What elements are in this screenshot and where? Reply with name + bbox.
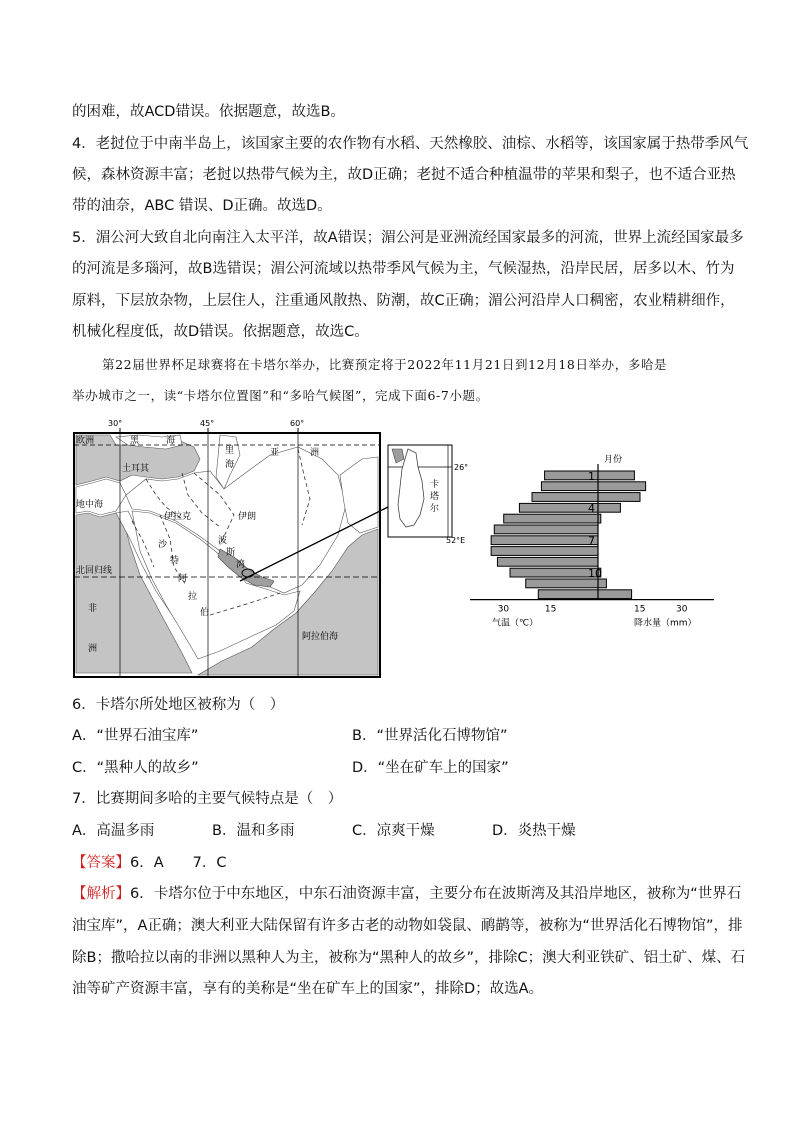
temp-bar-5 xyxy=(504,514,598,523)
month-tick-4: 4 xyxy=(588,502,595,516)
label-saudi-1: 沙 xyxy=(158,540,168,550)
lon-label-45: 45° xyxy=(200,419,215,428)
label-saudi-2: 特 xyxy=(170,556,180,566)
temp-bar-6 xyxy=(494,525,598,534)
temp-bar-7 xyxy=(491,536,598,545)
intro-line-2: 举办城市之一，读“卡塔尔位置图”和“多哈气候图”，完成下面6-7小题。 xyxy=(72,388,489,403)
temp-bar-12 xyxy=(538,590,598,599)
question-6: 6．卡塔尔所处地区被称为（ ） xyxy=(72,697,285,713)
analysis-line-2: 油宝库”，A正确；澳大利亚大陆保留有许多古老的动物如袋鼠、鸸鹋等，被称为“世界活化石博物馆”，排 xyxy=(72,918,743,934)
label-africa-2: 洲 xyxy=(88,644,98,654)
answer-label: 【答案】 xyxy=(72,855,130,871)
inset-lat: 26° xyxy=(454,463,469,472)
label-black-sea-1: 黑 xyxy=(130,436,140,446)
precip-axis-label: 降水量（mm） xyxy=(634,618,697,629)
paragraph-3-tail: 的困难，故ACD错误。依据题意，故选B。 xyxy=(72,104,345,120)
answer-text: 6．A 7．C xyxy=(130,855,227,871)
q6-option-d: D．“坐在矿车上的国家” xyxy=(352,760,509,776)
lon-label-60: 60° xyxy=(290,419,305,428)
paragraph-5-line-1: 5．湄公河大致自北向南注入太平洋，故A错误；湄公河是亚洲流经国家最多的河流，世界上流经国家最多 xyxy=(72,230,744,246)
month-tick-1: 1 xyxy=(588,469,595,483)
lon-label-30: 30° xyxy=(108,419,123,428)
temp-tick-15: 15 xyxy=(544,604,557,615)
paragraph-5-line-4: 机械化程度低，故D错误。依据题意，故选C。 xyxy=(72,324,369,340)
precip-bar-11 xyxy=(598,579,606,588)
q7-option-b: B．温和多雨 xyxy=(212,823,295,839)
label-arabian-sea: 阿拉伯海 xyxy=(302,632,339,642)
precip-bar-4 xyxy=(598,503,620,512)
analysis-line-1: 【解析】6．卡塔尔位于中东地区，中东石油资源丰富，主要分布在波斯湾及其沿岸地区，被称为“世界石 xyxy=(72,886,742,902)
label-saudi-3: 阿 xyxy=(178,574,188,584)
label-saudi-5: 伯 xyxy=(200,608,210,618)
precip-bar-3 xyxy=(598,493,640,502)
label-europe: 欧洲 xyxy=(76,436,95,446)
analysis-line-4: 油等矿产资源丰富，享有的美称是“坐在矿车上的国家”，排除D；故选A。 xyxy=(72,981,544,997)
precip-bar-2 xyxy=(598,482,646,491)
label-persian-3: 湾 xyxy=(236,560,246,570)
label-saudi-4: 拉 xyxy=(188,592,198,602)
q7-option-d: D．炎热干燥 xyxy=(492,823,576,839)
q6-option-b: B．“世界活化石博物馆” xyxy=(352,728,508,744)
label-persian-1: 波 xyxy=(218,536,228,546)
paragraph-4-line-1: 4．老挝位于中南半岛上，该国家主要的农作物有水稻、天然橡胶、油棕、水稻等，该国家属于热带季风气 xyxy=(72,136,749,152)
label-persian-2: 斯 xyxy=(226,548,236,558)
label-iraq: 伊拉克 xyxy=(164,512,192,522)
label-tropic: 北回归线 xyxy=(76,566,113,576)
q7-option-c: C．凉爽干燥 xyxy=(352,823,435,839)
temp-bar-11 xyxy=(526,579,598,588)
q7-option-a: A．高温多雨 xyxy=(72,823,155,839)
q6-option-a: A．“世界石油宝库” xyxy=(72,728,199,744)
inset-qatar-3: 尔 xyxy=(430,504,440,514)
temp-tick-30: 30 xyxy=(497,604,510,615)
inset-lon: 52°E xyxy=(446,536,466,545)
label-africa-1: 非 xyxy=(88,604,98,614)
label-turkey: 土耳其 xyxy=(122,464,150,474)
month-tick-7: 7 xyxy=(588,534,595,548)
q6-option-c: C．“黑种人的故乡” xyxy=(72,760,199,776)
question-7: 7．比赛期间多哈的主要气候特点是（ ） xyxy=(72,791,343,807)
temp-bar-2 xyxy=(541,482,598,491)
label-black-sea-2: 海 xyxy=(166,436,176,446)
inset-qatar-2: 塔 xyxy=(430,492,440,502)
month-axis-label: 月份 xyxy=(604,455,623,465)
paragraph-4-line-3: 带的油奈，ABC 错误、D正确。故选D。 xyxy=(72,198,332,214)
qatar-location-map xyxy=(70,415,470,680)
temp-bar-3 xyxy=(532,493,598,502)
analysis-line-3: 除B；撒哈拉以南的非洲以黑种人为主，被称为“黑种人的故乡”，排除C；澳大利亚铁矿、铝土矿、煤、石 xyxy=(72,950,746,966)
precip-bar-1 xyxy=(598,471,634,480)
doha-climate-chart xyxy=(470,450,730,645)
intro-line-1: 第22届世界杯足球赛将在卡塔尔举办，比赛预定将于2022年11月21日到12月18日举办，多哈是 xyxy=(102,357,668,372)
label-asia-2: 洲 xyxy=(310,448,320,458)
label-mediterranean: 地中海 xyxy=(76,500,104,510)
paragraph-4-line-2: 候，森林资源丰富；老挝以热带气候为主，故D正确；老挝不适合种植温带的苹果和梨子，也不适合亚热 xyxy=(72,167,736,183)
paragraph-5-line-3: 原料，下层放杂物，上层住人，注重通风散热、防潮，故C正确；湄公河沿岸人口稠密，农业精耕细作， xyxy=(72,293,735,309)
answer-line xyxy=(72,853,227,873)
precip-bar-12 xyxy=(598,590,632,599)
inset-qatar-1: 卡 xyxy=(430,480,440,490)
precip-tick-30: 30 xyxy=(676,604,688,615)
label-caspian-2: 海 xyxy=(225,460,235,470)
temp-bar-10 xyxy=(510,568,598,577)
temp-axis-label: 气温（℃） xyxy=(492,618,539,629)
label-iran: 伊朗 xyxy=(238,512,257,522)
analysis-label: 【解析】 xyxy=(72,886,130,902)
month-tick-10: 10 xyxy=(588,567,602,580)
label-caspian-1: 里 xyxy=(225,446,235,456)
label-asia-1: 亚 xyxy=(270,448,280,458)
temp-bar-9 xyxy=(497,557,598,566)
paragraph-5-line-2: 的河流是多瑙河，故B选错误；湄公河流域以热带季风气候为主，气候湿热，沿岸民居，居多以木、竹为 xyxy=(72,261,735,277)
temp-bar-8 xyxy=(491,547,598,556)
temp-bar-4 xyxy=(519,503,598,512)
precip-tick-15: 15 xyxy=(634,604,646,615)
